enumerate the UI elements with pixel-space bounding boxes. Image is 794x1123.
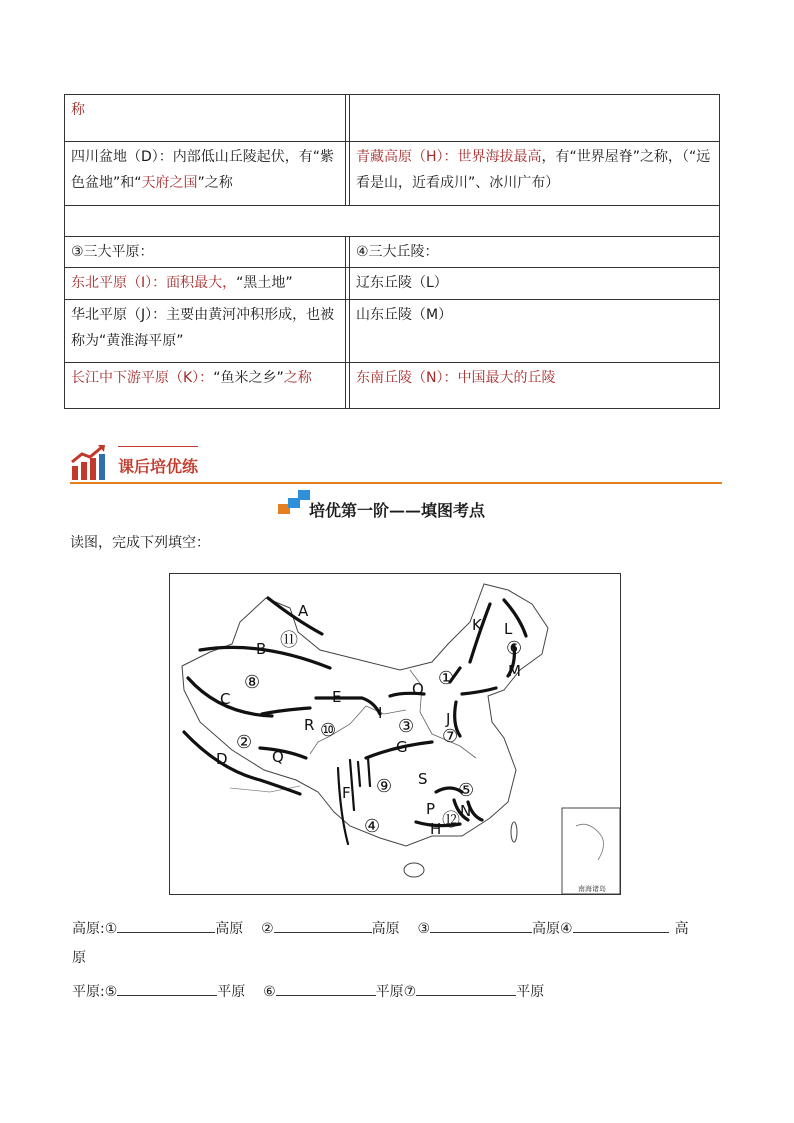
range-stroke <box>368 758 370 786</box>
table-cell: ③三大平原： <box>65 237 346 268</box>
label-Q: Q <box>272 748 284 766</box>
table-cell: 辽东丘陵（L） <box>350 268 720 300</box>
label-G: G <box>396 738 408 756</box>
label-D: D <box>216 750 228 768</box>
china-landform-map <box>169 573 621 895</box>
table-cell <box>65 206 720 237</box>
num-4: ④ <box>364 816 381 837</box>
label-L: L <box>504 620 513 638</box>
table-cell: 四川盆地（D）：内部低山丘陵起伏，有“紫色盆地”和“天府之国”之称 <box>65 142 346 206</box>
label-B: B <box>256 640 267 658</box>
table-cell: 称 <box>65 95 346 142</box>
label-A: A <box>298 602 309 620</box>
answer-blank[interactable] <box>274 916 372 933</box>
num-12: ⑫ <box>442 810 460 831</box>
num-1: ① <box>438 668 455 689</box>
answer-blank[interactable] <box>430 916 532 933</box>
table-cell: 长江中下游平原（K）：“鱼米之乡”之称 <box>65 363 346 409</box>
section-divider <box>70 482 722 484</box>
plain-answers: 平原:⑤ 平原 ⑥ 平原⑦ 平原 <box>72 979 544 1003</box>
table-cell: 东南丘陵（N）：中国最大的丘陵 <box>350 363 720 409</box>
china-outline <box>182 584 548 846</box>
num-2: ② <box>236 732 253 753</box>
label-E: E <box>332 688 342 706</box>
label-R: R <box>304 716 315 734</box>
range-stroke <box>338 768 348 844</box>
num-6: ⑥ <box>506 638 523 659</box>
table-cell: 山东丘陵（M） <box>350 300 720 363</box>
label-H: H <box>430 820 442 838</box>
plateau-wrap: 原 <box>72 950 86 966</box>
table-cell: 东北平原（I）：面积最大，“黑土地” <box>65 268 346 300</box>
table-cell <box>350 95 720 142</box>
label-F: F <box>342 784 351 802</box>
table-cell: 华北平原（J）：主要由黄河冲积形成，也被称为“黄淮海平原” <box>65 300 346 363</box>
num-9: ⑨ <box>376 776 393 797</box>
answer-blank[interactable] <box>416 979 516 996</box>
range-stroke <box>316 698 380 714</box>
num-11: ⑪ <box>280 630 298 651</box>
label-S: S <box>418 770 428 788</box>
label-J: J <box>446 710 451 728</box>
num-10: ⑩ <box>320 720 337 741</box>
hainan-island <box>404 863 424 877</box>
label-N: N <box>460 802 472 820</box>
range-stroke <box>262 708 310 714</box>
section-header <box>70 440 722 486</box>
growth-chart-icon <box>70 444 106 482</box>
inset-label: 南海诸岛 <box>578 885 606 893</box>
answer-blank[interactable] <box>276 979 376 996</box>
range-stroke <box>358 762 360 786</box>
answer-blank[interactable] <box>573 916 669 933</box>
answer-blank[interactable] <box>117 916 215 933</box>
south-sea-inset <box>562 808 620 894</box>
table-cell: ④三大丘陵： <box>350 237 720 268</box>
instruction-text: 读图，完成下列填空： <box>70 535 210 551</box>
num-3: ③ <box>398 716 415 737</box>
label-C: C <box>220 690 231 708</box>
plateau-answers: 高原:① 高原 ② 高原 ③ 高原④ 高 <box>72 916 689 940</box>
landform-table <box>64 94 720 409</box>
num-7: ⑦ <box>442 726 459 747</box>
label-O: O <box>412 680 424 698</box>
section-title: 课后培优练 <box>118 457 199 476</box>
label-M: M <box>508 662 521 680</box>
taiwan-island <box>511 822 517 842</box>
num-5: ⑤ <box>458 780 475 801</box>
exercise-title: 培优第一阶——填图考点 <box>308 501 485 520</box>
range-stroke <box>462 688 496 694</box>
num-8: ⑧ <box>244 672 261 693</box>
label-I: I <box>378 704 383 722</box>
answer-blank[interactable] <box>117 979 217 996</box>
label-P: P <box>426 800 436 818</box>
label-K: K <box>472 616 482 634</box>
range-stroke <box>268 598 322 634</box>
table-cell: 青藏高原（H）：世界海拔最高，有“世界屋脊”之称，（“远看是山，近看成川”、冰川广布） <box>350 142 720 206</box>
